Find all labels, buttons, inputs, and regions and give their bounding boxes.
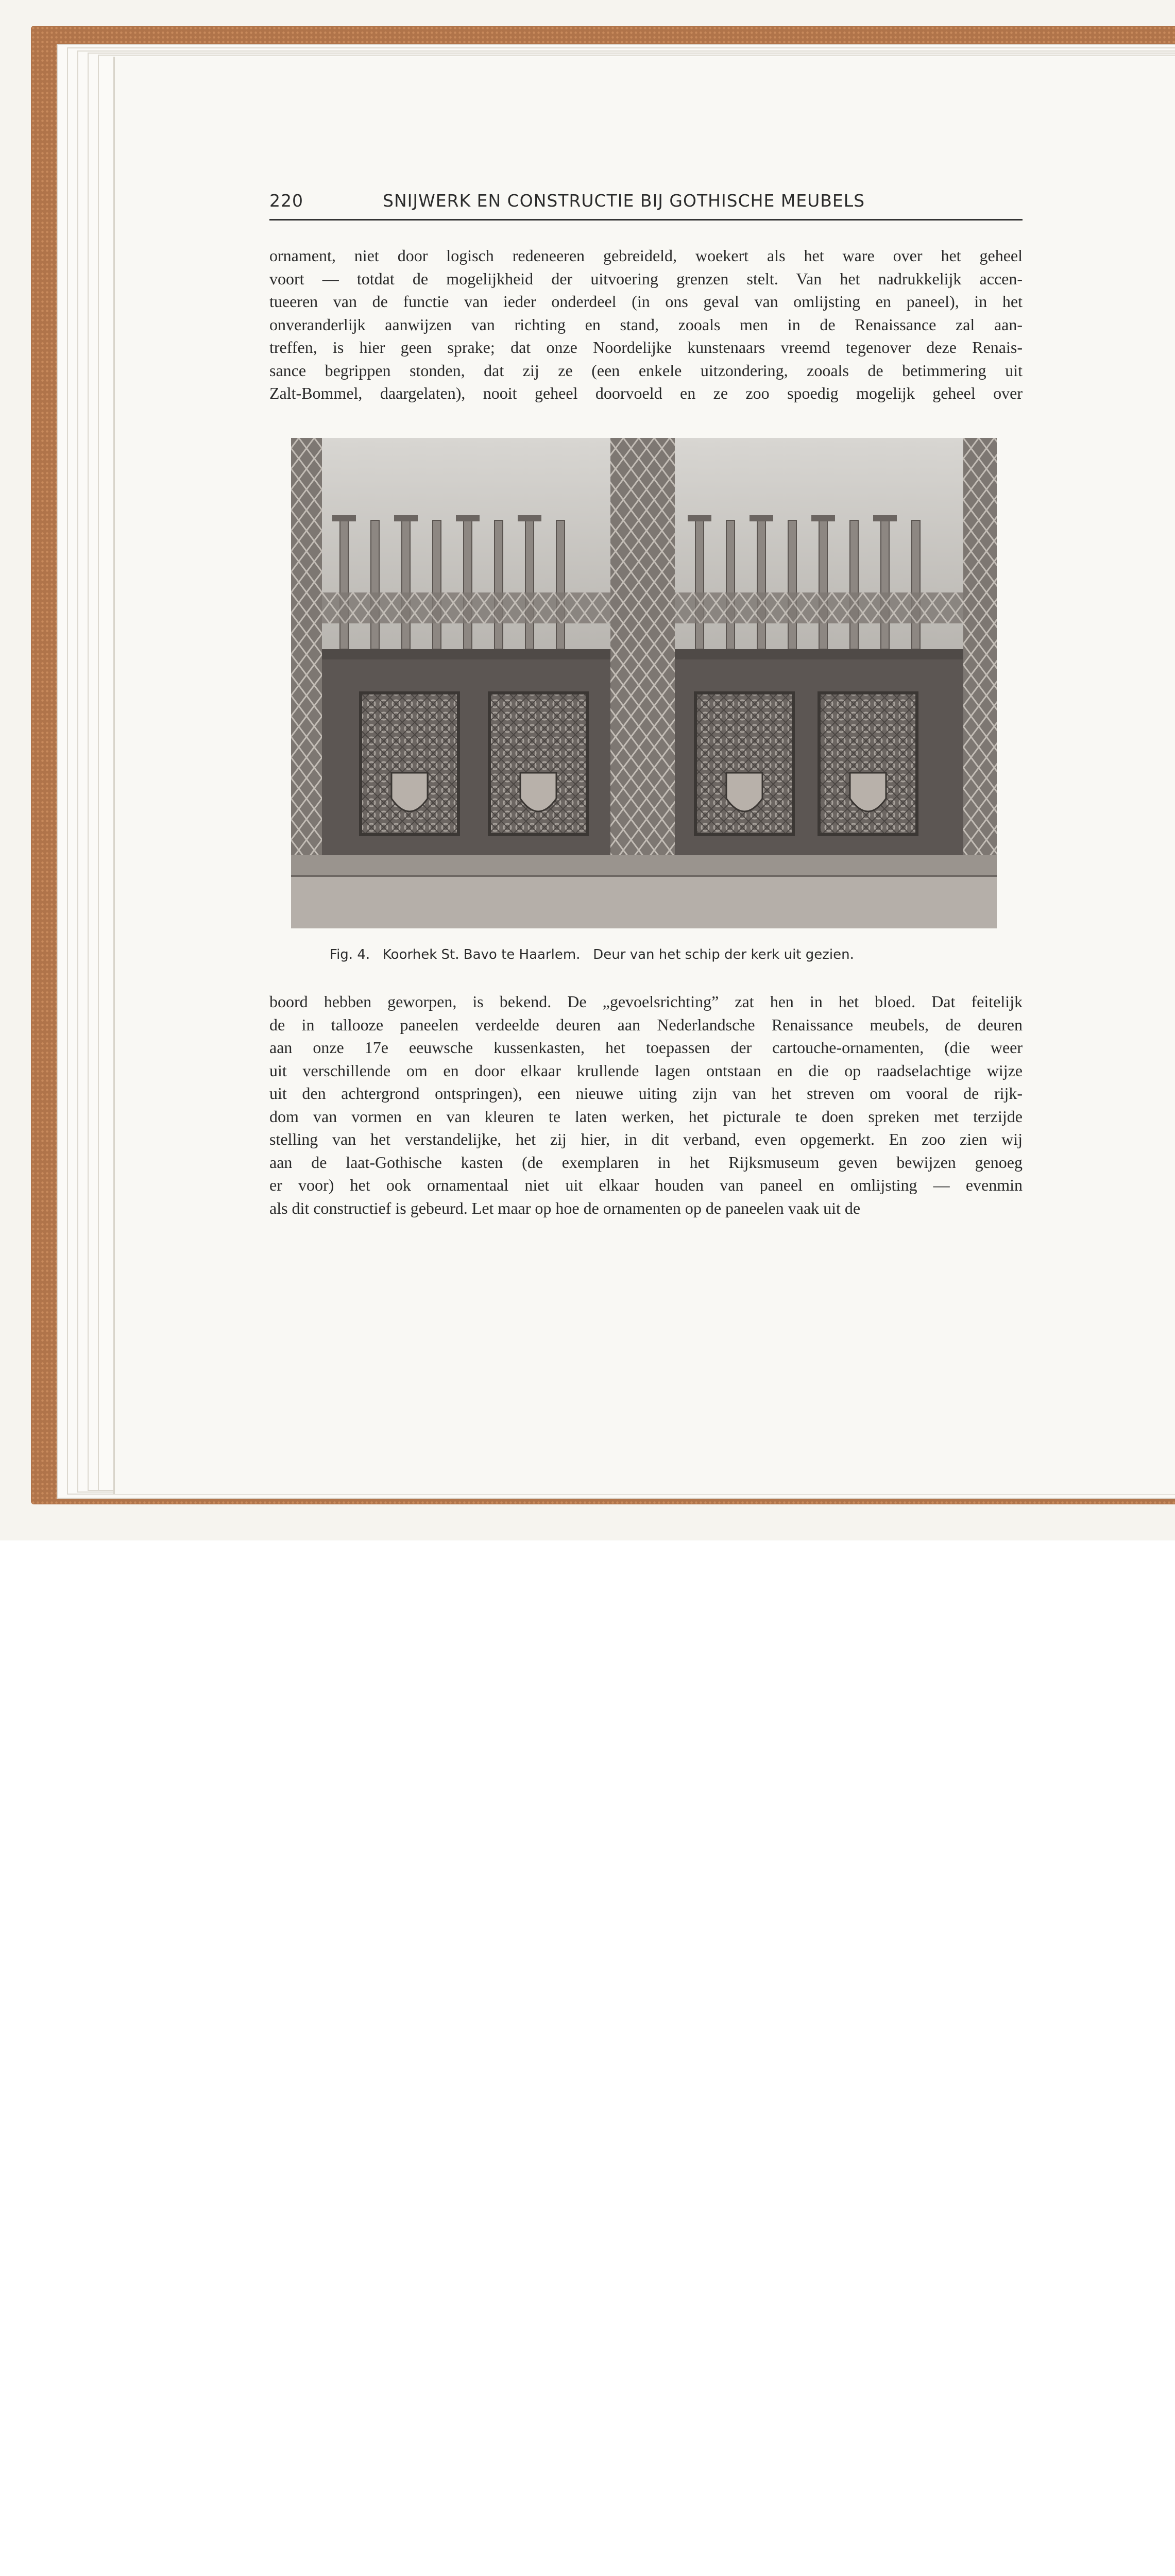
text-line: uit den achtergrond ontspringen), een nieuwe uiting zijn van het streven om vooral de rijk- [269, 1084, 1023, 1103]
paragraph-bottom [269, 990, 1023, 1219]
header-rule [269, 219, 1023, 221]
text-line: er voor) het ook ornamentaal niet uit elkaar houden van paneel en omlijsting — evenmin [269, 1176, 1023, 1194]
text-line: aan onze 17e eeuwsche kussenkasten, het toepassen der cartouche-ornamenten, (die weer [269, 1038, 1023, 1057]
text-line: boord hebben geworpen, is bekend. De „gevoelsrichting” zat hen in het bloed. Dat feitelijk [269, 992, 1023, 1011]
text-line: aan de laat-Gothische kasten (de exemplaren in het Rijksmuseum geven bewijzen genoeg [269, 1153, 1023, 1172]
text-line: onveranderlijk aanwijzen van richting en stand, zooals men in de Renaissance zal aan- [269, 315, 1023, 334]
running-head [269, 191, 1023, 216]
text-line: sance begrippen stonden, dat zij ze (een enkele uitzondering, zooals de betimmering uit [269, 361, 1023, 380]
text-line: Zalt-Bommel, daargelaten), nooit geheel doorvoeld en ze zoo spoedig mogelijk geheel over [269, 384, 1023, 402]
text-line: de in tallooze paneelen verdeelde deuren aan Nederlandsche Renaissance meubels, de deuren [269, 1015, 1023, 1034]
page-number: 220 [269, 191, 303, 211]
figure-photo [291, 438, 997, 928]
text-line: treffen, is hier geen sprake; dat onze Noordelijke kunstenaars vreemd tegenover deze Renais- [269, 338, 1023, 357]
footer-bar [0, 1540, 1175, 1645]
choir-screen-photo [291, 438, 997, 928]
text-line: als dit constructief is gebeurd. Let maar op hoe de ornamenten op de paneelen vaak uit de [269, 1198, 861, 1217]
running-title: SNIJWERK EN CONSTRUCTIE BIJ GOTHISCHE MEUBELS [383, 191, 865, 211]
text-line: dom van vormen en van kleuren te laten werken, het picturale te doen spreken met terzijde [269, 1107, 1023, 1126]
figure-caption: Fig. 4. Koorhek St. Bavo te Haarlem. Deur van het schip der kerk uit gezien. [330, 947, 854, 962]
text-line: stelling van het verstandelijke, het zij hier, in dit verband, even opgemerkt. En zoo zien wij [269, 1130, 1023, 1148]
text-line: voort — totdat de mogelijkheid der uitvoering grenzen stelt. Van het nadrukkelijk accen- [269, 269, 1023, 288]
text-line: tueeren van de functie van ieder onderdeel (in ons geval van omlijsting en paneel), in het [269, 292, 1023, 311]
paragraph-top [269, 244, 1023, 405]
text-line: uit verschillende om en door elkaar krullende lagen ontstaan en die op raadselachtige wijze [269, 1061, 1023, 1080]
text-line: ornament, niet door logisch redeneeren gebreideld, woekert als het ware over het geheel [269, 246, 1023, 265]
